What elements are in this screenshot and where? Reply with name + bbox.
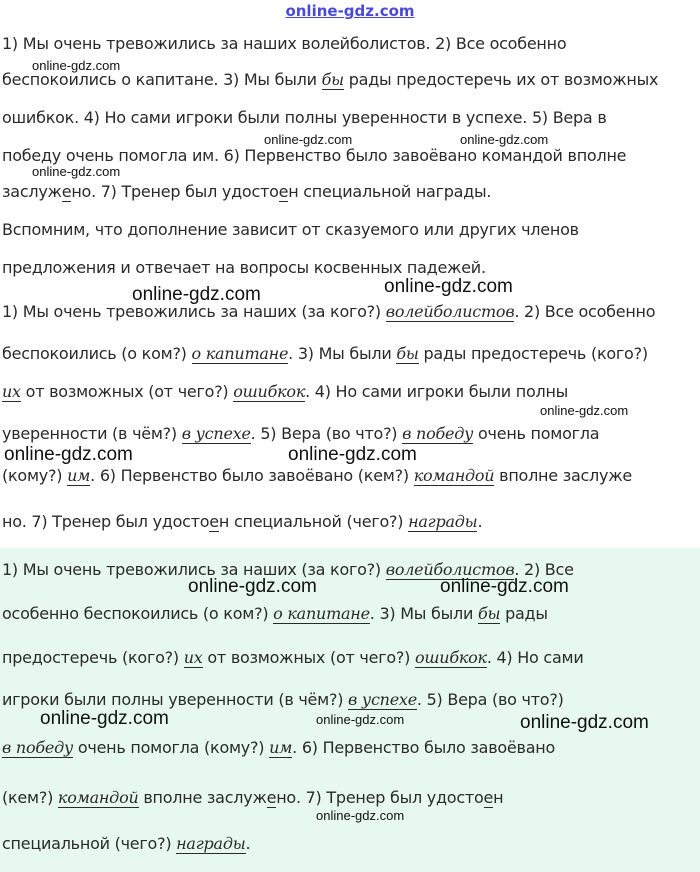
- text-line: особенно беспокоились (о ком?) о капитане. 3) Мы были бы рады: [2, 604, 548, 623]
- text-line: победу очень помогла им. 6) Первенство было завоёвано командой вполне: [2, 146, 627, 165]
- watermark: online-gdz.com: [460, 132, 549, 147]
- watermark: online-gdz.com: [440, 576, 569, 597]
- watermark: online-gdz.com: [540, 403, 629, 418]
- text-line: ошибкок. 4) Но сами игроки были полны уверенности в успехе. 5) Вера в: [2, 108, 607, 127]
- watermark: online-gdz.com: [188, 576, 317, 597]
- watermark: online-gdz.com: [132, 284, 261, 305]
- text-line: 1) Мы очень тревожились за наших (за кого?) волейболистов. 2) Все: [2, 560, 574, 579]
- watermark: online-gdz.com: [520, 712, 649, 733]
- text-line: беспокоились о капитане. 3) Мы были бы рады предостеречь их от возможных: [2, 70, 659, 89]
- text-line: 1) Мы очень тревожились за наших волейболистов. 2) Все особенно: [2, 34, 567, 53]
- explanation-line: Вспомним, что дополнение зависит от сказуемого или других членов: [2, 220, 579, 239]
- site-title[interactable]: online-gdz.com: [285, 2, 415, 20]
- text-line: беспокоились (о ком?) о капитане. 3) Мы были бы рады предостеречь (кого?): [2, 344, 648, 363]
- watermark: online-gdz.com: [288, 444, 417, 465]
- watermark: online-gdz.com: [4, 444, 133, 465]
- text-line: заслужено. 7) Тренер был удостоен специальной награды.: [2, 182, 492, 201]
- text-line: предостеречь (кого?) их от возможных (от чего?) ошибкок. 4) Но сами: [2, 648, 584, 667]
- text-line: (кому?) им. 6) Первенство было завоёвано (кем?) командой вполне заслуже: [2, 466, 633, 485]
- text-line: их от возможных (от чего?) ошибкок. 4) Но сами игроки были полны: [2, 382, 569, 401]
- text-line: 1) Мы очень тревожились за наших (за кого?) волейболистов. 2) Все особенно: [2, 302, 656, 321]
- text-line: игроки были полны уверенности (в чём?) в успехе. 5) Вера (во что?): [2, 690, 564, 709]
- watermark: online-gdz.com: [32, 164, 121, 179]
- watermark: online-gdz.com: [316, 808, 405, 823]
- text-line: (кем?) командой вполне заслужено. 7) Тренер был удостоен: [2, 788, 504, 807]
- watermark: online-gdz.com: [40, 708, 169, 729]
- particle: бы: [321, 70, 344, 89]
- watermark: online-gdz.com: [316, 712, 405, 727]
- text-line: в победу очень помогла (кому?) им. 6) Первенство было завоёвано: [2, 738, 555, 757]
- text-line: уверенности (в чём?) в успехе. 5) Вера (во что?) в победу очень помогла: [2, 424, 600, 443]
- text-line: но. 7) Тренер был удостоен специальной (чего?) награды.: [2, 512, 483, 531]
- text-line: специальной (чего?) награды.: [2, 834, 251, 853]
- watermark: online-gdz.com: [32, 58, 121, 73]
- watermark: online-gdz.com: [264, 132, 353, 147]
- watermark: online-gdz.com: [384, 276, 513, 297]
- explanation-line: предложения и отвечает на вопросы косвенных падежей.: [2, 258, 486, 277]
